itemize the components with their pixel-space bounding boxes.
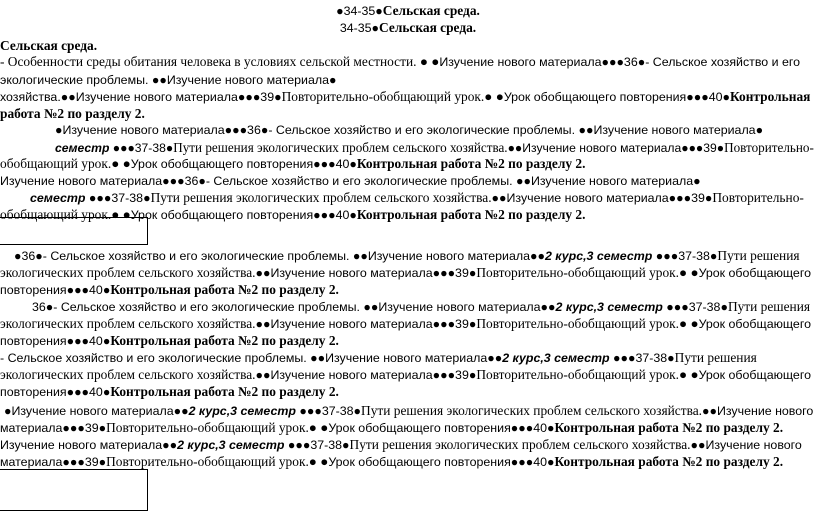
- text-line: [0, 349, 757, 367]
- text-segment: 2 курс,3 семестр ●●●: [544, 249, 679, 263]
- text-segment: ●●Изучение нового: [690, 438, 802, 452]
- text-segment: Изучение нового материала●●●36●- Сельское хозяйство и его: [439, 55, 801, 69]
- text-segment: Урок обобщающего повторения●●●40●: [328, 421, 555, 435]
- text-segment: 2 курс,3 семестр ●●●: [177, 438, 311, 452]
- text-line: [0, 436, 802, 454]
- text-segment: 37-38●: [678, 249, 718, 263]
- text-segment: Контрольная работа №2 по разделу 2.: [110, 384, 339, 399]
- text-line: [30, 189, 804, 207]
- text-segment: работа №2 по разделу 2.: [0, 106, 145, 121]
- text-segment: Изучение нового материала●●●36●- Сельское хозяйство и его экологические проблемы. ●●Изучение нового материала●: [0, 174, 701, 188]
- text-line: [0, 366, 811, 384]
- text-segment: повторения●●●40●: [0, 385, 111, 399]
- text-segment: Повторительно-: [724, 140, 814, 155]
- text-segment: ●●Изучение нового материала●●●39●: [255, 368, 477, 382]
- text-segment: Контрольная: [729, 89, 811, 104]
- text-line: [0, 105, 145, 122]
- text-segment: 37-38●: [688, 300, 728, 314]
- text-segment: Сельская среда.: [0, 38, 98, 53]
- text-line: [0, 88, 810, 106]
- text-segment: Урок обобщающего повторения●●●40●: [503, 90, 730, 104]
- text-line: [0, 264, 811, 282]
- text-line: [14, 247, 800, 265]
- doc-title-line-1: [0, 2, 816, 20]
- text-segment: Урок обобщающего: [698, 317, 811, 331]
- text-segment: Повторительно-обобщающий урок.● ●: [106, 454, 329, 469]
- text-segment: 2 курс,3 семестр ●●●: [502, 351, 636, 365]
- text-line: [0, 332, 339, 350]
- text-segment: Пути решения: [727, 299, 811, 314]
- text-segment: Повторительно-обобщающий урок.● ●: [476, 367, 699, 382]
- doc-title-line-2: [0, 19, 816, 37]
- text-line: [4, 402, 813, 420]
- text-line: [0, 453, 783, 471]
- text-segment: Урок обобщающего: [698, 266, 811, 280]
- text-segment: 37-38●: [310, 438, 350, 452]
- text-segment: Урок обобщающего повторения●●●40●: [130, 157, 357, 171]
- text-segment: повторения●●●40●: [0, 283, 111, 297]
- text-segment: ●●Изучение нового: [702, 404, 814, 418]
- empty-frame-bottom: [0, 469, 148, 511]
- text-segment: ●36●- Сельское хозяйство и его экологические проблемы. ●●Изучение нового материала●●: [14, 249, 545, 263]
- text-segment: обобщающий урок.● ●: [0, 207, 131, 222]
- text-segment: Изучение нового материала●●: [0, 438, 178, 452]
- text-segment: обобщающий урок.● ●: [0, 156, 131, 171]
- text-segment: - Сельское хозяйство и его экологические проблемы. ●●Изучение нового материала●●: [0, 351, 503, 365]
- text-segment: 37-38●: [111, 191, 151, 205]
- text-segment: Сельская среда.: [379, 20, 477, 35]
- text-segment: 34-35●: [339, 21, 380, 35]
- text-segment: Пути решения: [717, 248, 800, 263]
- text-line: [0, 419, 783, 437]
- text-segment: материала●●●39●: [0, 455, 107, 469]
- text-segment: Повторительно-: [712, 190, 804, 205]
- text-segment: 2 курс,3 семестр ●●●: [188, 404, 322, 418]
- text-segment: Контрольная работа №2 по разделу 2.: [554, 420, 784, 435]
- text-segment: 36●- Сельское хозяйство и его экологические проблемы. ●●Изучение нового материала●●: [32, 300, 556, 314]
- text-segment: Урок обобщающего повторения●●●40●: [328, 455, 555, 469]
- text-segment: ●Изучение нового материала●●: [4, 404, 189, 418]
- text-segment: Контрольная работа №2 по разделу 2.: [110, 333, 339, 348]
- text-segment: Контрольная работа №2 по разделу 2.: [356, 207, 586, 222]
- text-segment: ●●Изучение нового материала●●●39●: [255, 266, 477, 280]
- text-line: [32, 298, 810, 316]
- section-heading: [0, 37, 97, 54]
- text-line: [0, 155, 585, 173]
- text-segment: повторения●●●40●: [0, 334, 111, 348]
- text-line: [55, 121, 763, 139]
- text-segment: Контрольная работа №2 по разделу 2.: [110, 282, 339, 297]
- text-line: [0, 206, 585, 224]
- text-segment: Пути решения экологических проблем сельского хозяйства.: [349, 437, 691, 452]
- text-segment: - Особенности среды обитания человека в условиях сельской местности. ● ●: [0, 54, 440, 69]
- text-segment: экологических проблем сельского хозяйства.: [0, 316, 256, 331]
- text-segment: ●34-35●: [336, 4, 383, 18]
- text-segment: 37-38●: [321, 404, 362, 418]
- text-segment: Урок обобщающего повторения●●●40●: [130, 208, 357, 222]
- text-segment: семестр ●●●: [55, 141, 135, 155]
- text-segment: Пути решения: [674, 350, 757, 365]
- text-segment: ●Изучение нового материала●●●36●- Сельское хозяйство и его экологические проблемы. ●●Изучение нового материала●: [55, 123, 764, 137]
- text-line: [0, 383, 339, 401]
- text-line: [0, 53, 800, 71]
- text-segment: экологических проблем сельского хозяйства.: [0, 265, 256, 280]
- text-segment: семестр ●●●: [30, 191, 112, 205]
- text-segment: 2 курс,3 семестр ●●●: [555, 300, 689, 314]
- text-segment: Пути решения экологических проблем сельского хозяйства.: [361, 403, 703, 418]
- text-segment: Контрольная работа №2 по разделу 2.: [554, 454, 784, 469]
- text-segment: Контрольная работа №2 по разделу 2.: [356, 156, 586, 171]
- text-segment: материала●●●39●: [0, 421, 107, 435]
- text-segment: Повторительно-обобщающий урок.● ●: [476, 316, 699, 331]
- text-segment: ●●Изучение нового материала●●●39●: [507, 141, 725, 155]
- text-segment: экологические проблемы. ●●Изучение нового материала●: [0, 73, 337, 87]
- text-segment: ●●Изучение нового материала●●●39●: [491, 191, 713, 205]
- text-segment: 37-38●: [134, 141, 174, 155]
- text-segment: Урок обобщающего: [698, 368, 811, 382]
- text-segment: Пути решения экологических проблем сельского хозяйства.: [150, 190, 492, 205]
- text-segment: Повторительно-обобщающий урок.● ●: [281, 89, 504, 104]
- text-line: [0, 315, 811, 333]
- text-segment: Повторительно-обобщающий урок.● ●: [106, 420, 329, 435]
- text-line: [0, 71, 336, 89]
- text-segment: Повторительно-обобщающий урок.● ●: [476, 265, 699, 280]
- text-segment: ●●Изучение нового материала●●●39●: [255, 317, 477, 331]
- text-line: [0, 281, 339, 299]
- text-line: [0, 172, 701, 190]
- text-segment: Пути решения экологических проблем сельского хозяйства.: [173, 140, 508, 155]
- text-segment: 37-38●: [635, 351, 675, 365]
- text-segment: экологических проблем сельского хозяйства.: [0, 367, 256, 382]
- text-segment: Сельская среда.: [382, 3, 480, 18]
- text-segment: хозяйства.●●Изучение нового материала●●●39●: [0, 90, 282, 104]
